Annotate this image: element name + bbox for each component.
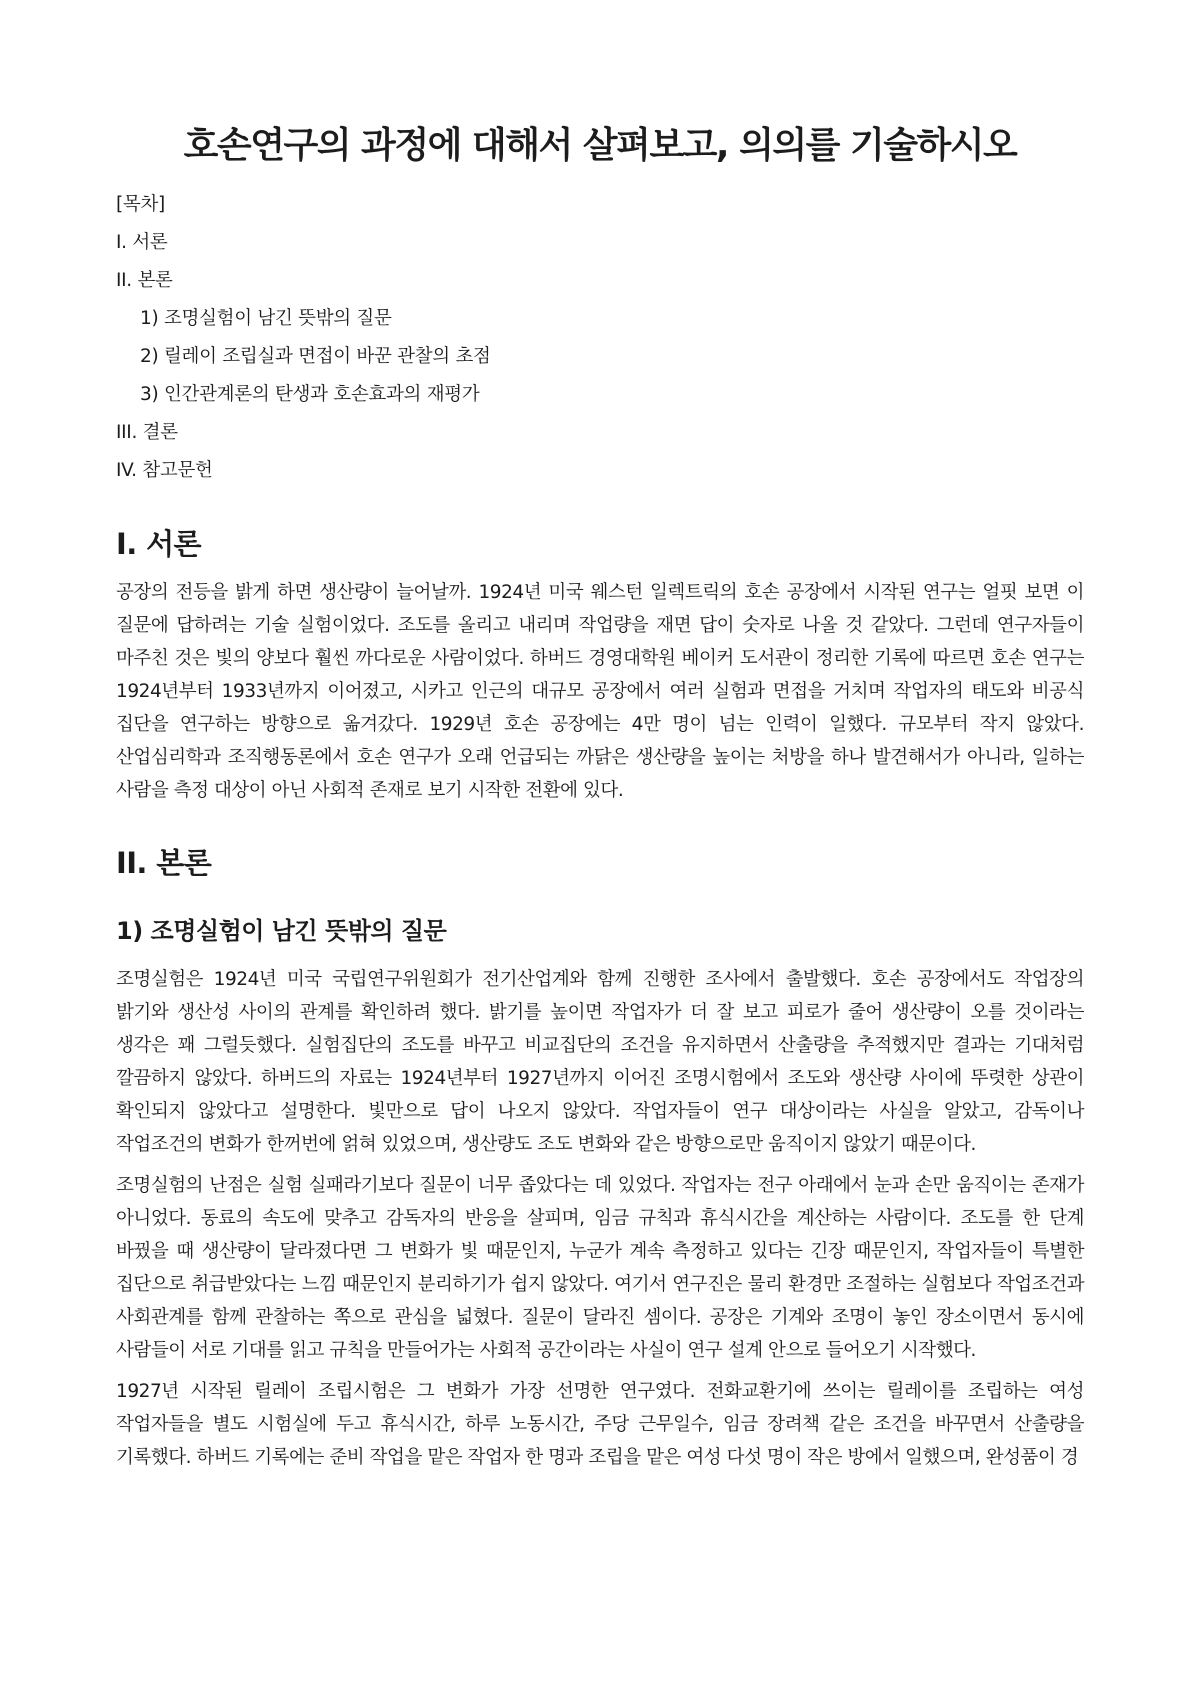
toc-item-intro: I. 서론 <box>116 232 168 253</box>
body-paragraph-2: 조명실험의 난점은 실험 실패라기보다 질문이 너무 좁았다는 데 있었다. 작업자는 전구 아래에서 눈과 손만 움직이는 존재가 아니었다. 동료의 속도에 맞추고 감독자의 반응을 살피며, 임금 규칙과 휴식시간을 계산하는 사람이다. 조도를 한 단계 바꿨을 때 생산량이 달라졌다면 그 변화가 빛 때문인지, 누군가 계속 측정하고 있다는 긴장 때문인지, 작업자들이 특별한 집단으로 취급받았다는 느낌 때문인지 분리하기가 쉽지 않았다. 여기서 연구진은 물리 환경만 조절하는 실험보다 작업조건과 사회관계를 함께 관찰하는 쪽으로 관심을 넓혔다. 질문이 달라진 셈이다. 공장은 기계와 조명이 놓인 장소이면서 동시에 사람들이 서로 기대를 읽고 규칙을 만들어가는 사회적 공간이라는 사실이 연구 설계 안으로 들어오기 시작했다. <box>116 1175 1084 1361</box>
toc-item-references: IV. 참고문헌 <box>116 460 213 481</box>
toc-item-body-1: 1) 조명실험이 남긴 뜻밖의 질문 <box>140 308 392 329</box>
section-heading-intro: I. 서론 <box>116 527 201 561</box>
toc-item-body-2: 2) 릴레이 조립실과 면접이 바꾼 관찰의 초점 <box>140 346 491 367</box>
toc-item-body-3: 3) 인간관계론의 탄생과 호손효과의 재평가 <box>140 384 480 405</box>
subsection-heading-1: 1) 조명실험이 남긴 뜻밖의 질문 <box>116 917 447 945</box>
intro-paragraph: 공장의 전등을 밝게 하면 생산량이 늘어날까. 1924년 미국 웨스턴 일렉트릭의 호손 공장에서 시작된 연구는 얼핏 보면 이 질문에 답하려는 기술 실험이었다. 조도를 올리고 내리며 작업량을 재면 답이 숫자로 나올 것 같았다. 그런데 연구자들이 마주친 것은 빛의 양보다 훨씬 까다로운 사람이었다. 하버드 경영대학원 베이커 도서관이 정리한 기록에 따르면 호손 연구는 1924년부터 1933년까지 이어졌고, 시카고 인근의 대규모 공장에서 여러 실험과 면접을 거치며 작업자의 태도와 비공식 집단을 연구하는 방향으로 옮겨갔다. 1929년 호손 공장에는 4만 명이 넘는 인력이 일했다. 규모부터 작지 않았다. 산업심리학과 조직행동론에서 호손 연구가 오래 언급되는 까닭은 생산량을 높이는 처방을 하나 발견해서가 아니라, 일하는 사람을 측정 대상이 아닌 사회적 존재로 보기 시작한 전환에 있다. <box>116 582 1084 801</box>
toc-item-conclusion: III. 결론 <box>116 422 178 443</box>
body-paragraph-3: 1927년 시작된 릴레이 조립시험은 그 변화가 가장 선명한 연구였다. 전화교환기에 쓰이는 릴레이를 조립하는 여성 작업자들을 별도 시험실에 두고 휴식시간, 하루 노동시간, 주당 근무일수, 임금 장려책 같은 조건을 바꾸면서 산출량을 기록했다. 하버드 기록에는 준비 작업을 맡은 작업자 한 명과 조립을 맡은 여성 다섯 명이 작은 방에서 일했으며, 완성품이 경 <box>116 1381 1084 1468</box>
section-heading-body: II. 본론 <box>116 846 212 880</box>
table-of-contents <box>116 186 1084 490</box>
body-paragraph-1: 조명실험은 1924년 미국 국립연구위원회가 전기산업계와 함께 진행한 조사에서 출발했다. 호손 공장에서도 작업장의 밝기와 생산성 사이의 관계를 확인하려 했다. 밝기를 높이면 작업자가 더 잘 보고 피로가 줄어 생산량이 오를 것이라는 생각은 꽤 그럴듯했다. 실험집단의 조도를 바꾸고 비교집단의 조건을 유지하면서 산출량을 추적했지만 결과는 기대처럼 깔끔하지 않았다. 하버드의 자료는 1924년부터 1927년까지 이어진 조명시험에서 조도와 생산량 사이에 뚜렷한 상관이 확인되지 않았다고 설명한다. 빛만으로 답이 나오지 않았다. 작업자들이 연구 대상이라는 사실을 알았고, 감독이나 작업조건의 변화가 한꺼번에 얽혀 있었으며, 생산량도 조도 변화와 같은 방향으로만 움직이지 않았기 때문이다. <box>116 969 1084 1155</box>
toc-label: [목차] <box>116 194 165 215</box>
toc-item-body: II. 본론 <box>116 270 173 291</box>
document-title: 호손연구의 과정에 대해서 살펴보고, 의의를 기술하시오 <box>183 125 1017 166</box>
